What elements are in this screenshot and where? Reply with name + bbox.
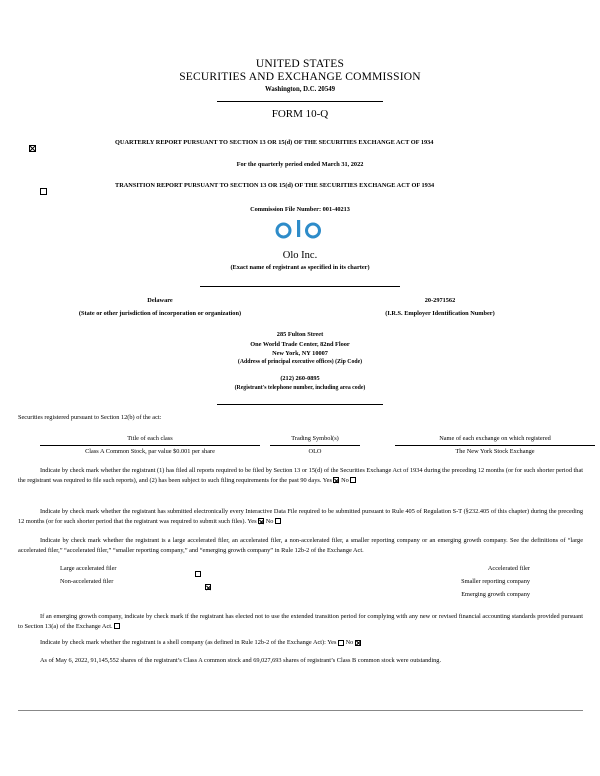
paragraph-text: Indicate by check mark whether the registrant has submitted electronically every Interactive Data File required to be submitted pursuant to Rule 405 of Regulation S-T (§232.405 of this chapter) during the preceding 12 months (or for such shorter period that the registrant was required to submit such files).	[18, 508, 583, 525]
registrant-name: Olo Inc.	[282, 250, 318, 261]
yes-label: Yes	[247, 517, 257, 525]
table-cell-class: Class A Common Stock, par value $0.001 per share	[85, 448, 215, 455]
divider	[217, 101, 383, 102]
ein-caption: (I.R.S. Employer Identification Number)	[385, 310, 495, 317]
form-title: FORM 10-Q	[271, 108, 329, 120]
paragraph-filing-compliance	[18, 466, 583, 486]
yes-label: Yes	[327, 639, 337, 646]
table-cell-symbol: OLO	[308, 448, 322, 455]
securities-intro: Securities registered pursuant to Section 12(b) of the act:	[18, 414, 162, 421]
smaller-reporting-company-label: Smaller reporting company	[461, 578, 530, 585]
shell-company-yes-checkbox[interactable]	[338, 640, 344, 646]
paragraph-shares-outstanding: As of May 6, 2022, 91,145,552 shares of the registrant’s Class A common stock and 69,027,693 shares of registrant’s Class B common stock were outstanding.	[40, 657, 442, 664]
address-line-1: 285 Fulton Street	[276, 331, 324, 338]
address-line-3: New York, NY 10007	[272, 350, 328, 357]
header-united-states: UNITED STATES	[255, 58, 345, 70]
header-location: Washington, D.C. 20549	[264, 86, 336, 93]
paragraph-filer-status: Indicate by check mark whether the registrant is a large accelerated filer, an accelerated filer, a non-accelerated filer, a smaller reporting company or an emerging growth company. See the definitions of “large accelerated filer,” “accelerated filer,” “smaller reporting company,” and “emerging growth company” in Rule 12b-2 of the Exchange Act.	[18, 537, 583, 554]
non-accelerated-filer-checkbox[interactable]	[205, 584, 211, 590]
transition-report-checkbox[interactable]	[40, 188, 47, 195]
address-caption: (Address of principal executive offices) (Zip Code)	[237, 359, 363, 365]
interactive-data-yes-checkbox[interactable]	[258, 518, 264, 524]
header-sec: SECURITIES AND EXCHANGE COMMISSION	[179, 71, 421, 83]
table-header-symbol: Trading Symbol(s)	[291, 435, 339, 442]
divider	[200, 286, 400, 287]
filing-compliance-yes-checkbox[interactable]	[333, 477, 339, 483]
paragraph-interactive-data	[18, 507, 583, 527]
quarterly-report-checkbox[interactable]	[29, 145, 36, 152]
registrant-name-caption: (Exact name of registrant as specified in its charter)	[230, 264, 370, 271]
large-accelerated-filer-label: Large accelerated filer	[60, 565, 117, 572]
non-accelerated-filer-label: Non-accelerated filer	[60, 578, 114, 585]
paragraph-emerging-growth-election	[18, 612, 583, 632]
yes-label: Yes	[322, 476, 332, 484]
page-footer-rule	[18, 710, 583, 711]
transition-report-label: TRANSITION REPORT PURSUANT TO SECTION 13 OR 15(d) OF THE SECURITIES EXCHANGE ACT OF 1934	[115, 182, 435, 189]
table-header-underline	[40, 445, 260, 446]
table-header-underline	[270, 445, 360, 446]
quarterly-report-label: QUARTERLY REPORT PURSUANT TO SECTION 13 OR 15(d) OF THE SECURITIES EXCHANGE ACT OF 1934	[115, 139, 434, 146]
table-cell-exchange: The New York Stock Exchange	[455, 448, 535, 455]
no-label: No	[345, 639, 354, 646]
divider	[217, 404, 383, 405]
no-label: No	[265, 517, 274, 525]
state-caption: (State or other jurisdiction of incorporation or organization)	[78, 310, 242, 317]
large-accelerated-filer-checkbox[interactable]	[195, 571, 201, 577]
filing-compliance-no-checkbox[interactable]	[350, 477, 356, 483]
telephone-caption: (Registrant's telephone number, including area code)	[234, 385, 366, 391]
interactive-data-no-checkbox[interactable]	[275, 518, 281, 524]
commission-file-number: Commission File Number: 001-40213	[250, 206, 350, 213]
paragraph-text: Indicate by check mark whether the registrant is a shell company (as defined in Rule 12b-2 of the Exchange Act):	[40, 639, 326, 646]
quarterly-period: For the quarterly period ended March 31, 2022	[236, 161, 364, 168]
paragraph-text: If an emerging growth company, indicate by check mark if the registrant has elected not to use the extended transition period for complying with any new or revised financial accounting standards provided pursuant to Section 13(a) of the Exchange Act.	[18, 613, 583, 630]
table-header-exchange: Name of each exchange on which registered	[439, 435, 551, 442]
extended-transition-checkbox[interactable]	[114, 623, 120, 629]
accelerated-filer-label: Accelerated filer	[487, 565, 530, 572]
shell-company-no-checkbox[interactable]	[355, 640, 361, 646]
telephone-number: (212) 260-0895	[280, 375, 320, 382]
table-header-underline	[395, 445, 595, 446]
no-label: No	[341, 476, 349, 484]
emerging-growth-company-label: Emerging growth company	[461, 591, 530, 598]
address-line-2: One World Trade Center, 82nd Floor	[250, 341, 350, 348]
paragraph-shell-company	[18, 638, 583, 648]
state-of-incorporation: Delaware	[147, 297, 173, 304]
employer-id-number: 20-2971562	[424, 297, 456, 304]
olo-logo-icon	[275, 218, 325, 242]
paragraph-text: Indicate by check mark whether the registrant (1) has filed all reports required to be filed by Section 13 or 15(d) of the Securities Exchange Act of 1934 during the preceding 12 months (or for such shorter period that the registrant was required to file such reports), and (2) has been subject to such filing requirements for the past 90 days.	[18, 467, 583, 484]
table-header-title: Title of each class	[127, 435, 173, 442]
